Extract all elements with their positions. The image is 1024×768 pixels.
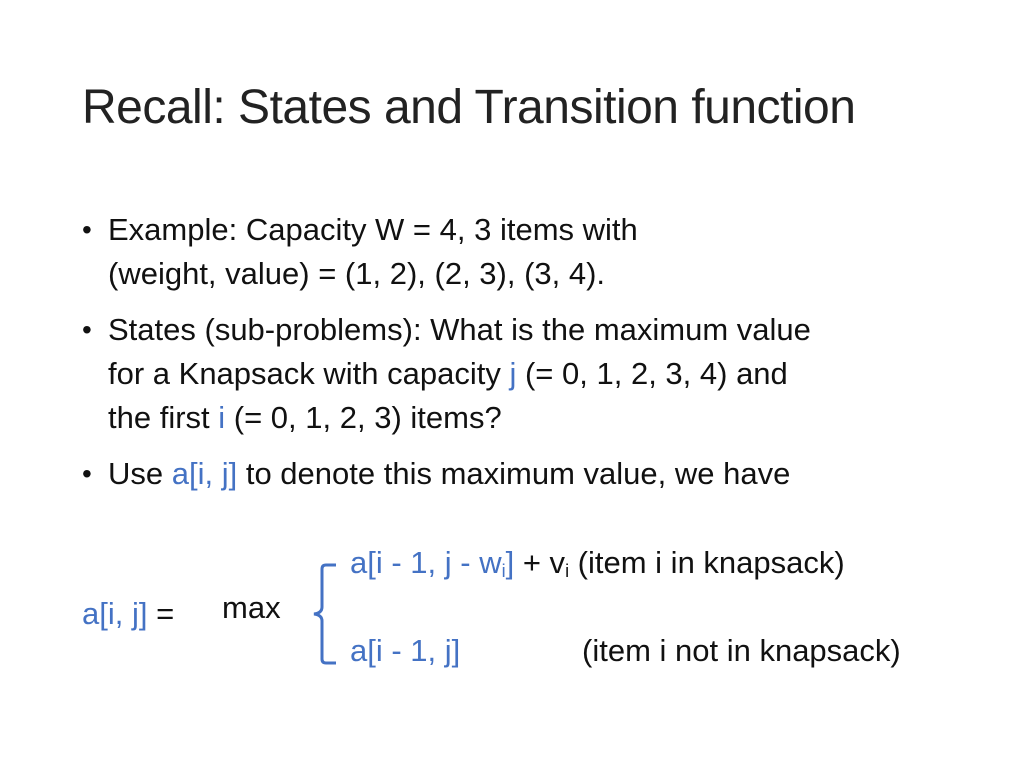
states-line3-pre: the first	[108, 400, 219, 435]
case2-note: (item i not in knapsack)	[582, 633, 901, 668]
bullet-dot-icon: •	[82, 314, 92, 345]
bullet-use	[82, 452, 962, 496]
var-j: j	[509, 356, 517, 391]
bullet-states-line3	[108, 396, 962, 440]
states-line3-post: (= 0, 1, 2, 3) items?	[225, 400, 502, 435]
case1-plus-sub: i	[565, 561, 570, 581]
formula-max: max	[222, 590, 281, 625]
slide-title: Recall: States and Transition function	[82, 81, 856, 134]
formula-case2	[350, 633, 460, 669]
case2-term: a[i - 1, j]	[350, 633, 461, 668]
bullet-states-line1: States (sub-problems): What is the maximum value	[108, 312, 811, 347]
case1-term-main: a[i - 1, j - w	[350, 545, 502, 580]
bullet-dot-icon: •	[82, 214, 92, 245]
case1-term-close: ]	[505, 545, 515, 580]
formula-lhs-var: a[i, j]	[82, 596, 148, 631]
bullet-example-line2: (weight, value) = (1, 2), (2, 3), (3, 4).	[108, 256, 606, 291]
bullet-use-line	[108, 452, 962, 496]
bullet-states-line2	[108, 352, 962, 396]
formula-lhs	[82, 596, 174, 632]
bullet-example	[82, 208, 962, 296]
use-pre: Use	[108, 456, 172, 491]
bullet-list	[82, 208, 962, 508]
formula-case1	[350, 545, 845, 582]
bullet-example-line1: Example: Capacity W = 4, 3 items with	[108, 212, 638, 247]
bullet-states	[82, 308, 962, 440]
bullet-dot-icon: •	[82, 458, 92, 489]
case1-note: (item i in knapsack)	[569, 545, 845, 580]
var-i: i	[218, 400, 226, 435]
left-brace-icon	[306, 563, 340, 665]
states-line2-post: (= 0, 1, 2, 3, 4) and	[516, 356, 788, 391]
var-aij: a[i, j]	[171, 456, 238, 491]
use-post: to denote this maximum value, we have	[237, 456, 791, 491]
formula-lhs-eq: =	[147, 596, 175, 631]
case1-plus: + v	[514, 545, 566, 580]
case1-term-sub: i	[501, 561, 506, 581]
states-line2-pre: for a Knapsack with capacity	[108, 356, 510, 391]
case1-term	[350, 545, 514, 580]
